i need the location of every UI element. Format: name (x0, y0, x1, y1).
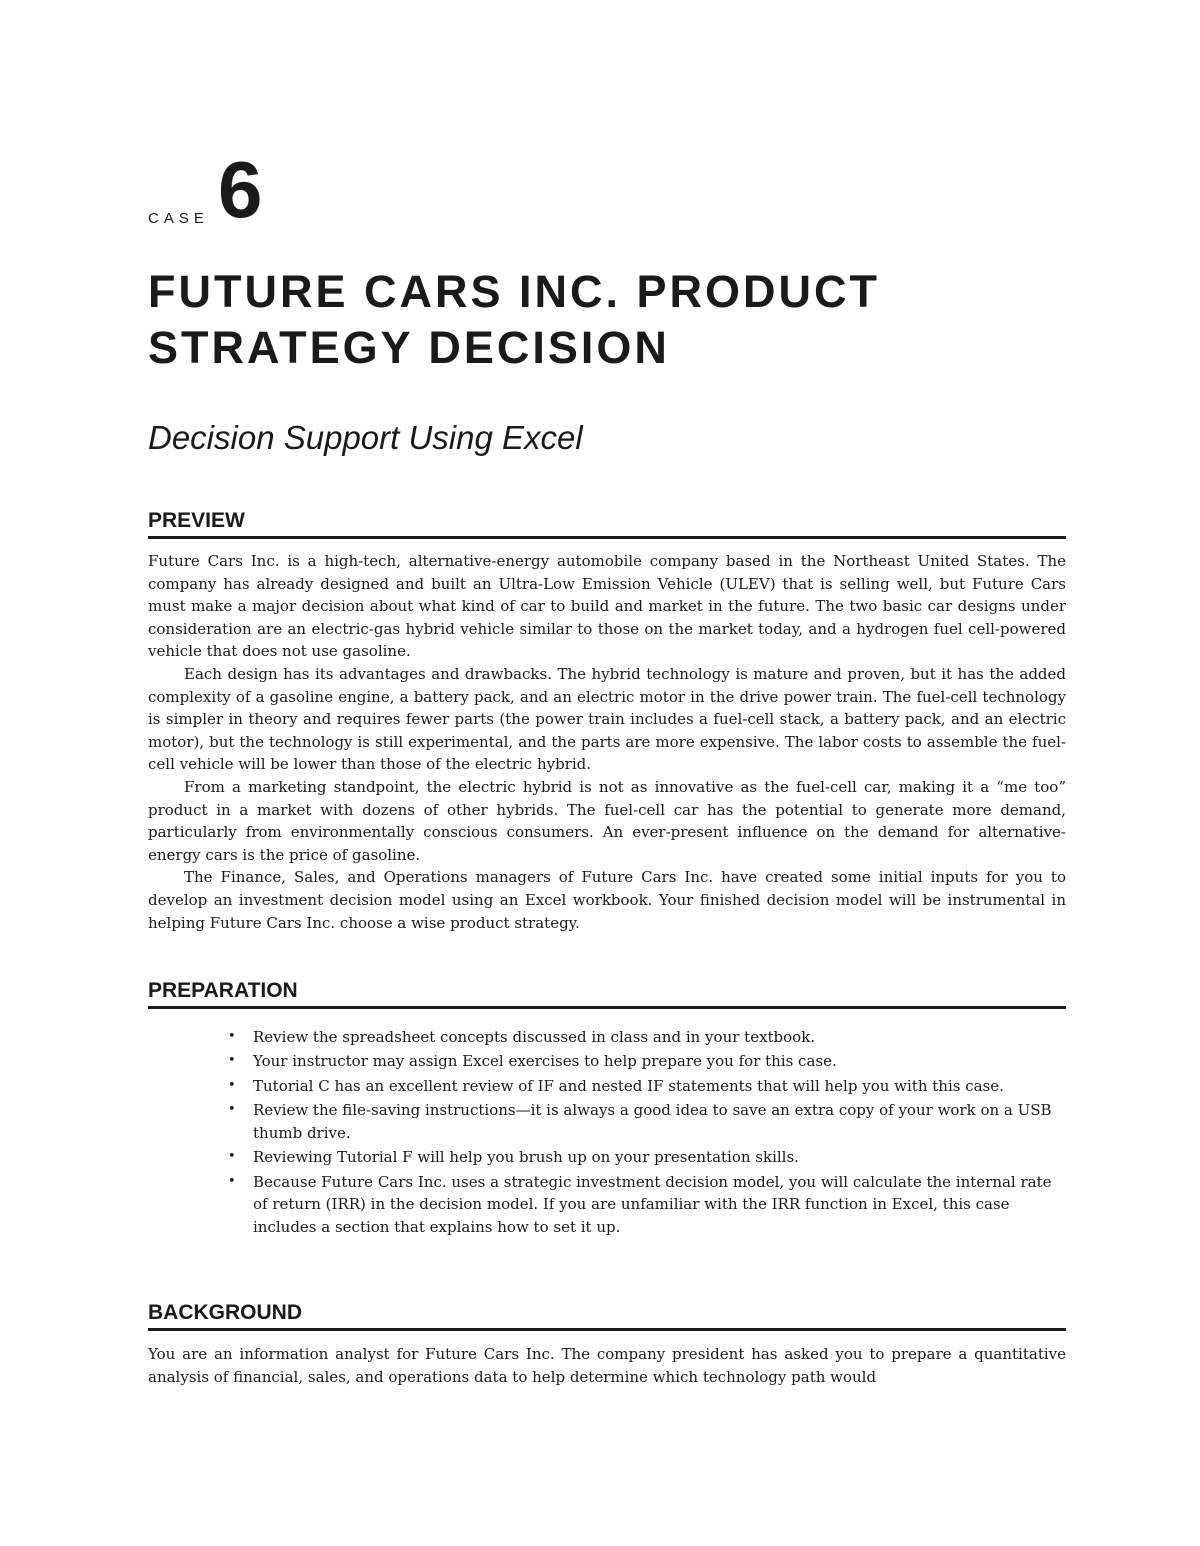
document-subtitle: Decision Support Using Excel (148, 419, 583, 456)
case-word: CASE (148, 210, 209, 227)
list-item-text: Review the file-saving instructions—it is always a good idea to save an extra copy of your work on a USB thumb drive. (253, 1101, 1052, 1142)
list-item (148, 1026, 1066, 1049)
list-item (148, 1146, 1066, 1169)
list-item-text: Because Future Cars Inc. uses a strategic investment decision model, you will calculate the internal rate of return (IRR) in the decision model. If you are unfamiliar with the IRR function in Excel, this case includes a section that explains how to set it up. (253, 1172, 1052, 1236)
preparation-list (148, 1026, 1066, 1240)
preview-paragraph: Future Cars Inc. is a high-tech, alternative-energy automobile company based in the Northeast United States. The company has already designed and built an Ultra-Low Emission Vehicle (ULEV) that is selling well, but Future Cars must make a major decision about what kind of car to build and market in the future. The two basic car designs under consideration are an electric-gas hybrid vehicle similar to those on the market today, and a hydrogen fuel cell-powered vehicle that does not use gasoline. (148, 552, 1066, 661)
preview-paragraph: Each design has its advantages and drawbacks. The hybrid technology is mature and proven, but it has the added complexity of a gasoline engine, a battery pack, and an electric motor in the drive power train. The fuel-cell technology is simpler in theory and requires fewer parts (the power train includes a fuel-cell stack, a battery pack, and an electric motor), but the technology is still experimental, and the parts are more expensive. The labor costs to assemble the fuel-cell vehicle will be lower than those of the electric hybrid. (148, 664, 1066, 774)
list-item-text: Review the spreadsheet concepts discussed in class and in your textbook. (253, 1028, 816, 1046)
case-number: 6 (218, 145, 263, 234)
background-body (148, 1343, 1066, 1388)
preview-body (148, 550, 1066, 934)
background-paragraph: You are an information analyst for Future Cars Inc. The company president has asked you to prepare a quantitative analysis of financial, sales, and operations data to help determine which technology path would (148, 1345, 1066, 1386)
list-item-text: Tutorial C has an excellent review of IF and nested IF statements that will help you with this case. (253, 1076, 1004, 1095)
list-item (148, 1050, 1066, 1073)
preview-paragraph: The Finance, Sales, and Operations managers of Future Cars Inc. have created some initial inputs for you to develop an investment decision model using an Excel workbook. Your finished decision model will be instrumental in helping Future Cars Inc. choose a wise product strategy. (148, 868, 1066, 932)
bullet-icon: • (228, 1077, 236, 1093)
list-item (148, 1075, 1066, 1098)
bullet-icon: • (228, 1149, 236, 1165)
document-title: FUTURE CARS INC. PRODUCT STRATEGY DECISION (148, 266, 880, 373)
bullet-icon: • (228, 1053, 236, 1069)
list-item (148, 1171, 1066, 1239)
list-item-text: Your instructor may assign Excel exercises to help prepare you for this case. (253, 1052, 837, 1071)
bullet-icon: • (228, 1173, 236, 1189)
preparation-heading: PREPARATION (148, 978, 1066, 1009)
list-item-text: Reviewing Tutorial F will help you brush up on your presentation skills. (253, 1148, 799, 1167)
preview-paragraph: From a marketing standpoint, the electric hybrid is not as innovative as the fuel-cell car, making it a “me too” product in a market with dozens of other hybrids. The fuel-cell car has the potential to generate more demand, particularly from environmentally conscious consumers. An ever-present influence on the demand for alternative-energy cars is the price of gasoline. (148, 777, 1066, 864)
background-heading: BACKGROUND (148, 1300, 1066, 1331)
bullet-icon: • (228, 1029, 236, 1044)
list-item (148, 1099, 1066, 1144)
bullet-icon: • (228, 1102, 236, 1118)
preview-heading: PREVIEW (148, 508, 1066, 539)
